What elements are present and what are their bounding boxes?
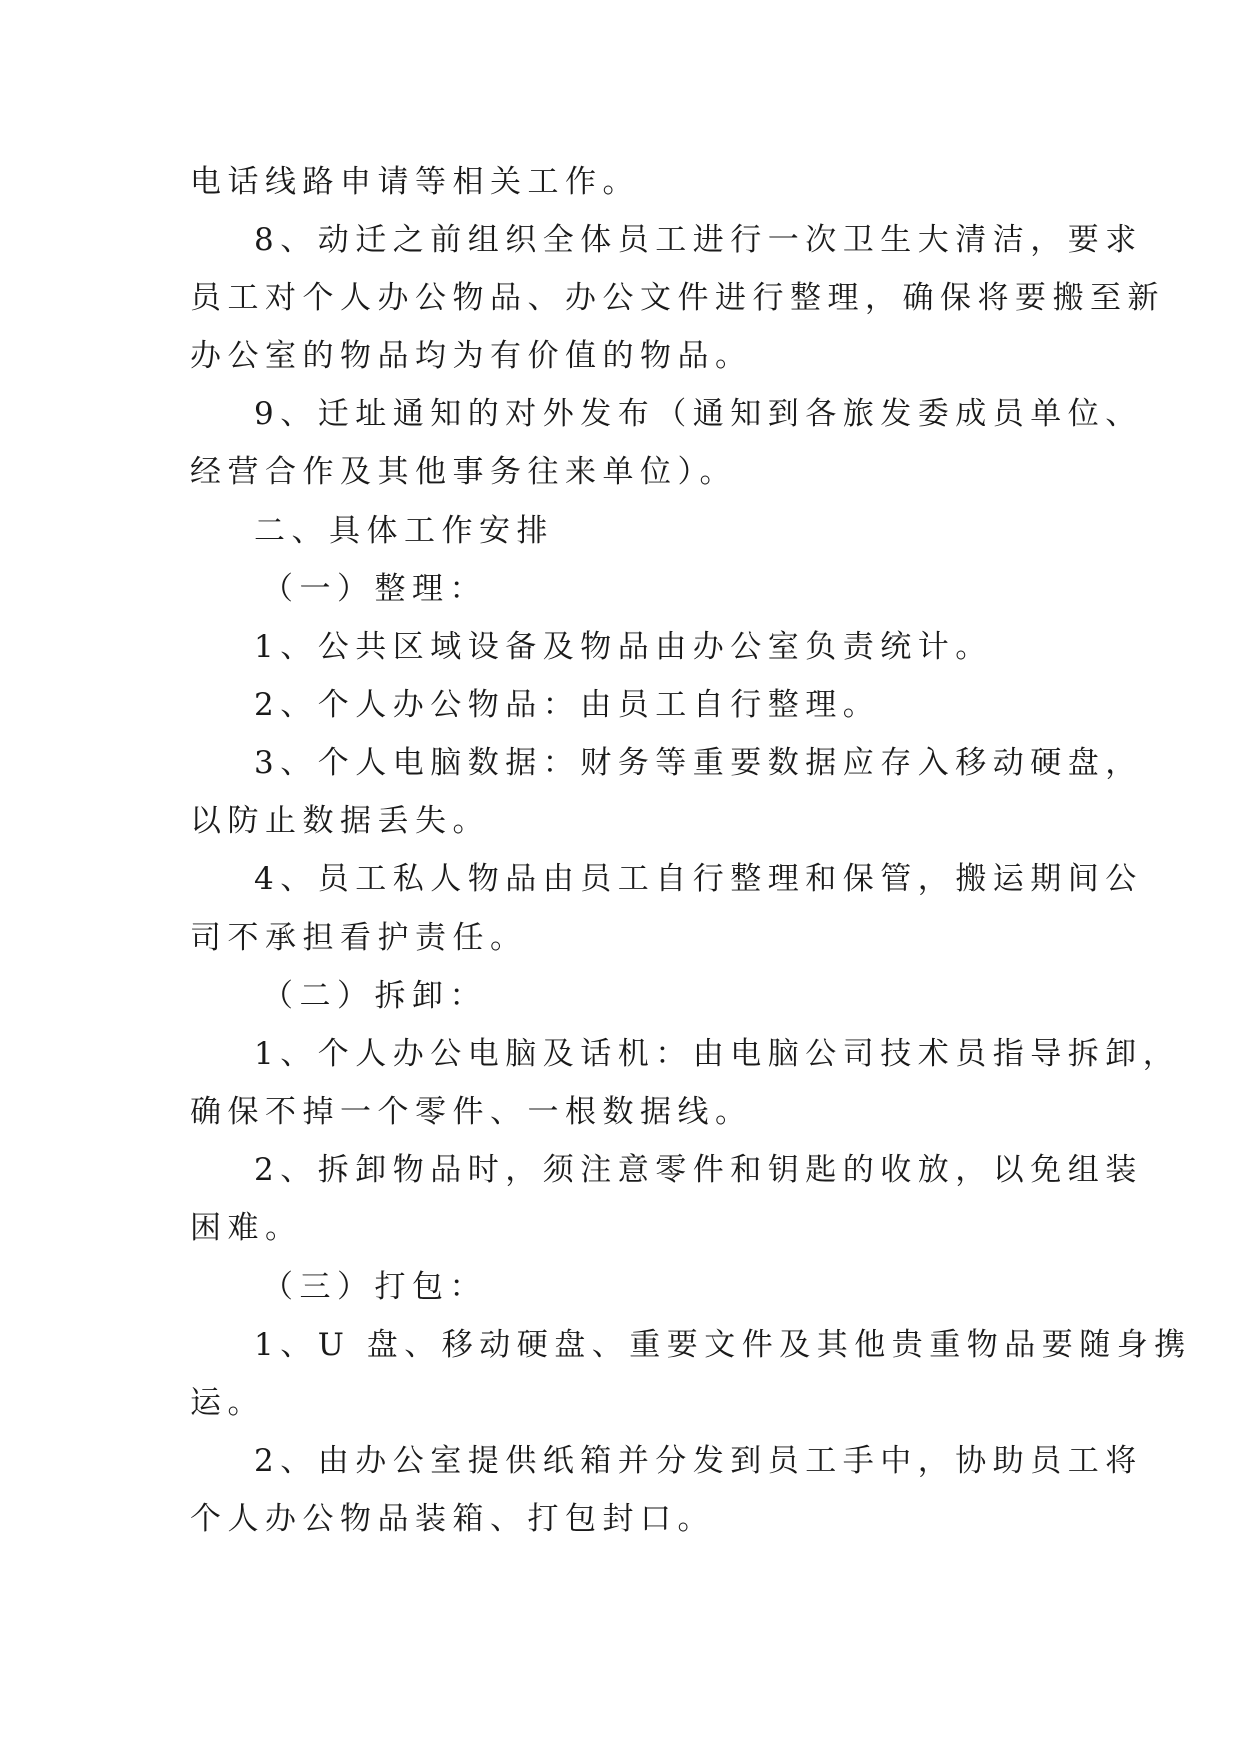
text-line: 8、动迁之前组织全体员工进行一次卫生大清洁，要求	[254, 222, 1143, 258]
subsection-heading: （二）拆卸：	[262, 978, 487, 1014]
text-line: 办公室的物品均为有价值的物品。	[190, 338, 753, 374]
text-line: 1、U 盘、移动硬盘、重要文件及其他贵重物品要随身携	[254, 1327, 1192, 1363]
text-line: 员工对个人办公物品、办公文件进行整理，确保将要搬至新	[190, 280, 1165, 316]
text-line: 电话线路申请等相关工作。	[190, 164, 640, 200]
text-line: 3、个人电脑数据：财务等重要数据应存入移动硬盘，	[254, 745, 1143, 781]
text-line: 运。	[190, 1385, 265, 1421]
text-line: 2、拆卸物品时，须注意零件和钥匙的收放，以免组装	[254, 1152, 1143, 1188]
text-line: 9、迁址通知的对外发布（通知到各旅发委成员单位、	[254, 396, 1143, 432]
text-line: 2、个人办公物品：由员工自行整理。	[254, 687, 881, 723]
text-line: 经营合作及其他事务往来单位）。	[190, 454, 737, 490]
text-line: 1、个人办公电脑及话机：由电脑公司技术员指导拆卸，	[254, 1036, 1181, 1072]
subsection-heading: （一）整理：	[262, 571, 487, 607]
text-line: 个人办公物品装箱、打包封口。	[190, 1501, 715, 1537]
text-line: 1、公共区域设备及物品由办公室负责统计。	[254, 629, 993, 665]
text-line: 困难。	[190, 1210, 303, 1246]
text-line: 司不承担看护责任。	[190, 920, 528, 956]
text-line: 以防止数据丢失。	[190, 803, 490, 839]
text-line: 4、员工私人物品由员工自行整理和保管，搬运期间公	[254, 861, 1143, 897]
subsection-heading: （三）打包：	[262, 1269, 487, 1305]
text-line: 2、由办公室提供纸箱并分发到员工手中，协助员工将	[254, 1443, 1143, 1479]
section-heading: 二、具体工作安排	[254, 513, 554, 549]
text-line: 确保不掉一个零件、一根数据线。	[190, 1094, 753, 1130]
